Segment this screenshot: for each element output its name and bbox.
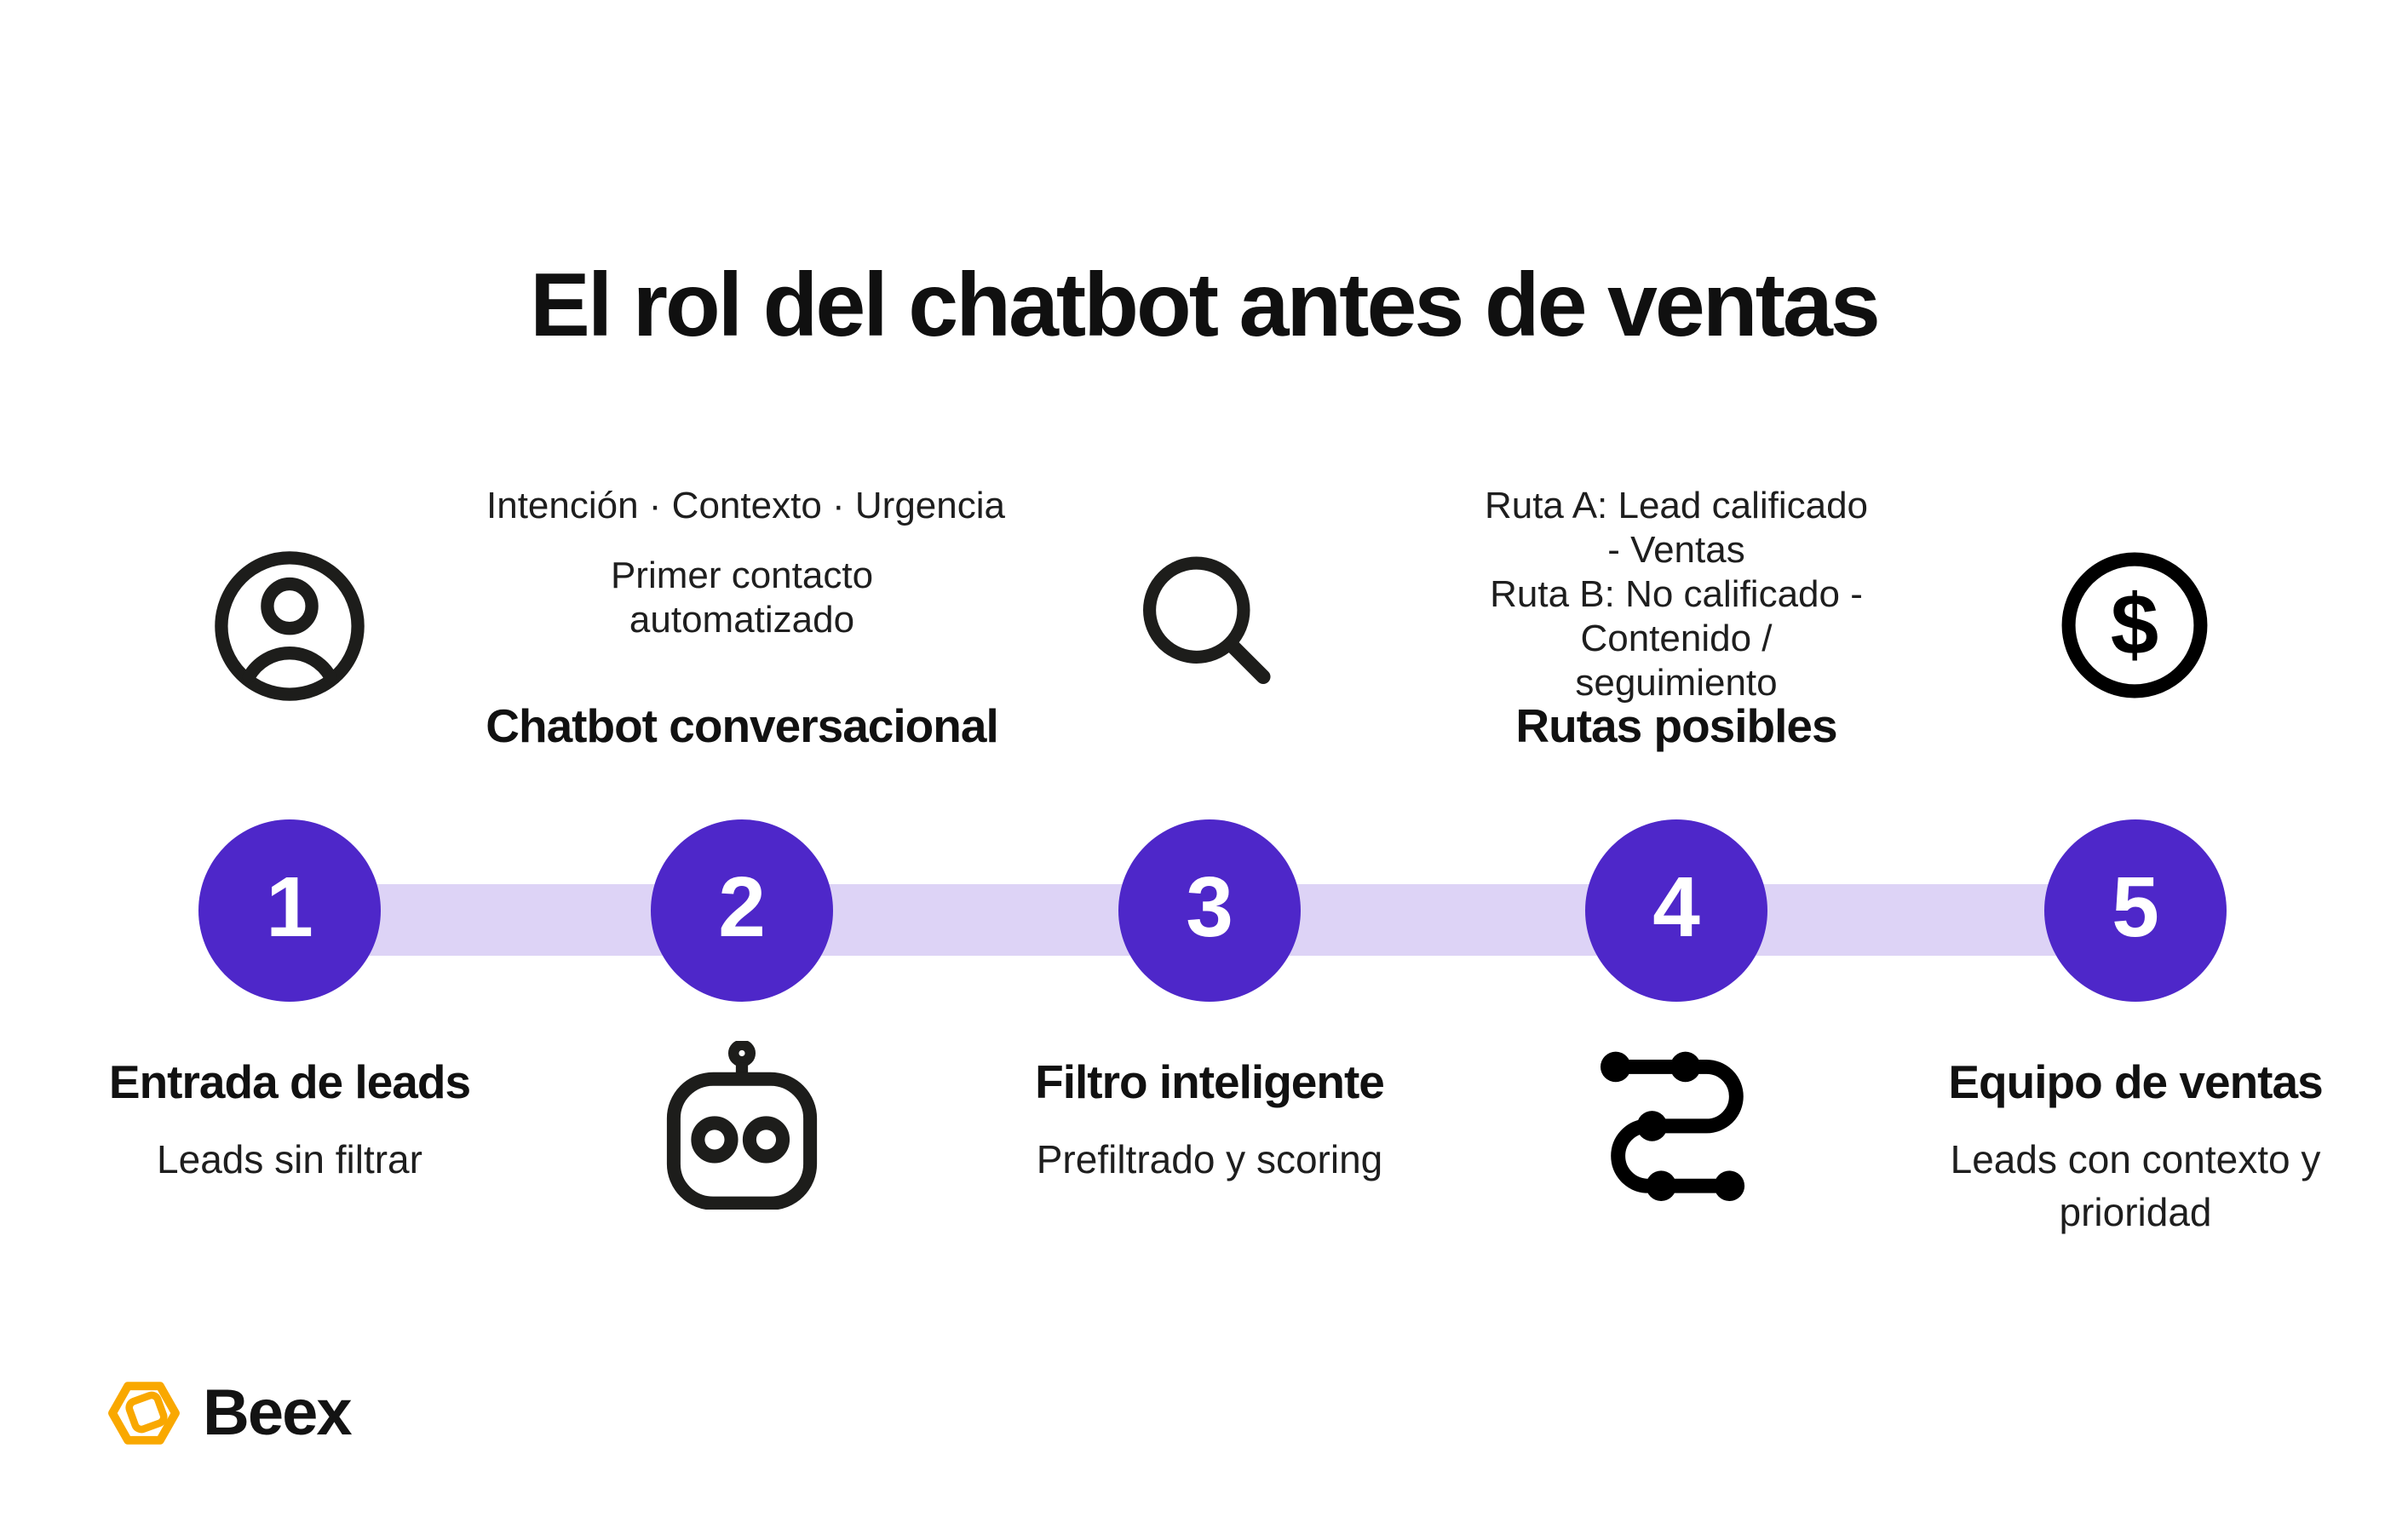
step-column-4 (1412, 0, 1940, 1529)
step-circle-4 (1585, 819, 1767, 1002)
step-number: 5 (2112, 859, 2159, 955)
step-column-1 (26, 0, 554, 1529)
step-circle-5 (2044, 819, 2227, 1002)
step4-routes (1474, 484, 1878, 705)
brand-name: Beex (203, 1377, 351, 1449)
step-column-2 (478, 0, 1006, 1529)
step-column-5 (1871, 0, 2399, 1529)
step2-description: Primer contacto automatizado (610, 555, 874, 641)
step-number: 1 (266, 859, 313, 955)
dollar-circle-icon (2059, 549, 2212, 703)
svg-text:$: $ (2110, 575, 2159, 673)
step-sublabel-1: Leads sin filtrar (157, 1137, 422, 1181)
page-title: El rol del chatbot antes de ventas (530, 255, 1878, 355)
step-number: 4 (1652, 859, 1700, 955)
step-sublabel-5: Leads con contexto y prioridad (1950, 1137, 2321, 1235)
step-circle-1 (198, 819, 381, 1002)
route-a-text: Ruta A: Lead calificado - Ventas (1484, 485, 1869, 571)
step-number: 2 (718, 859, 766, 955)
user-circle-icon (213, 549, 366, 703)
route-b-text: Ruta B: No calificado - Contenido / seguimiento (1490, 572, 1863, 704)
step4-caption: Rutas posibles (1515, 699, 1837, 752)
robot-icon (666, 1041, 818, 1210)
step-column-3 (945, 0, 1474, 1529)
step2-caption: Chatbot conversacional (486, 699, 998, 752)
search-icon (1133, 549, 1286, 703)
step-number: 3 (1186, 859, 1233, 955)
step-label-1: Entrada de leads (108, 1055, 471, 1108)
step-circle-2 (651, 819, 833, 1002)
route-icon (1596, 1049, 1756, 1201)
step2-keywords: Intención · Contexto · Urgencia (486, 485, 1005, 526)
step-circle-3 (1118, 819, 1301, 1002)
step-label-5: Equipo de ventas (1948, 1055, 2323, 1108)
step-label-3: Filtro inteligente (1035, 1055, 1384, 1108)
step-sublabel-3: Prefiltrado y scoring (1036, 1137, 1383, 1181)
